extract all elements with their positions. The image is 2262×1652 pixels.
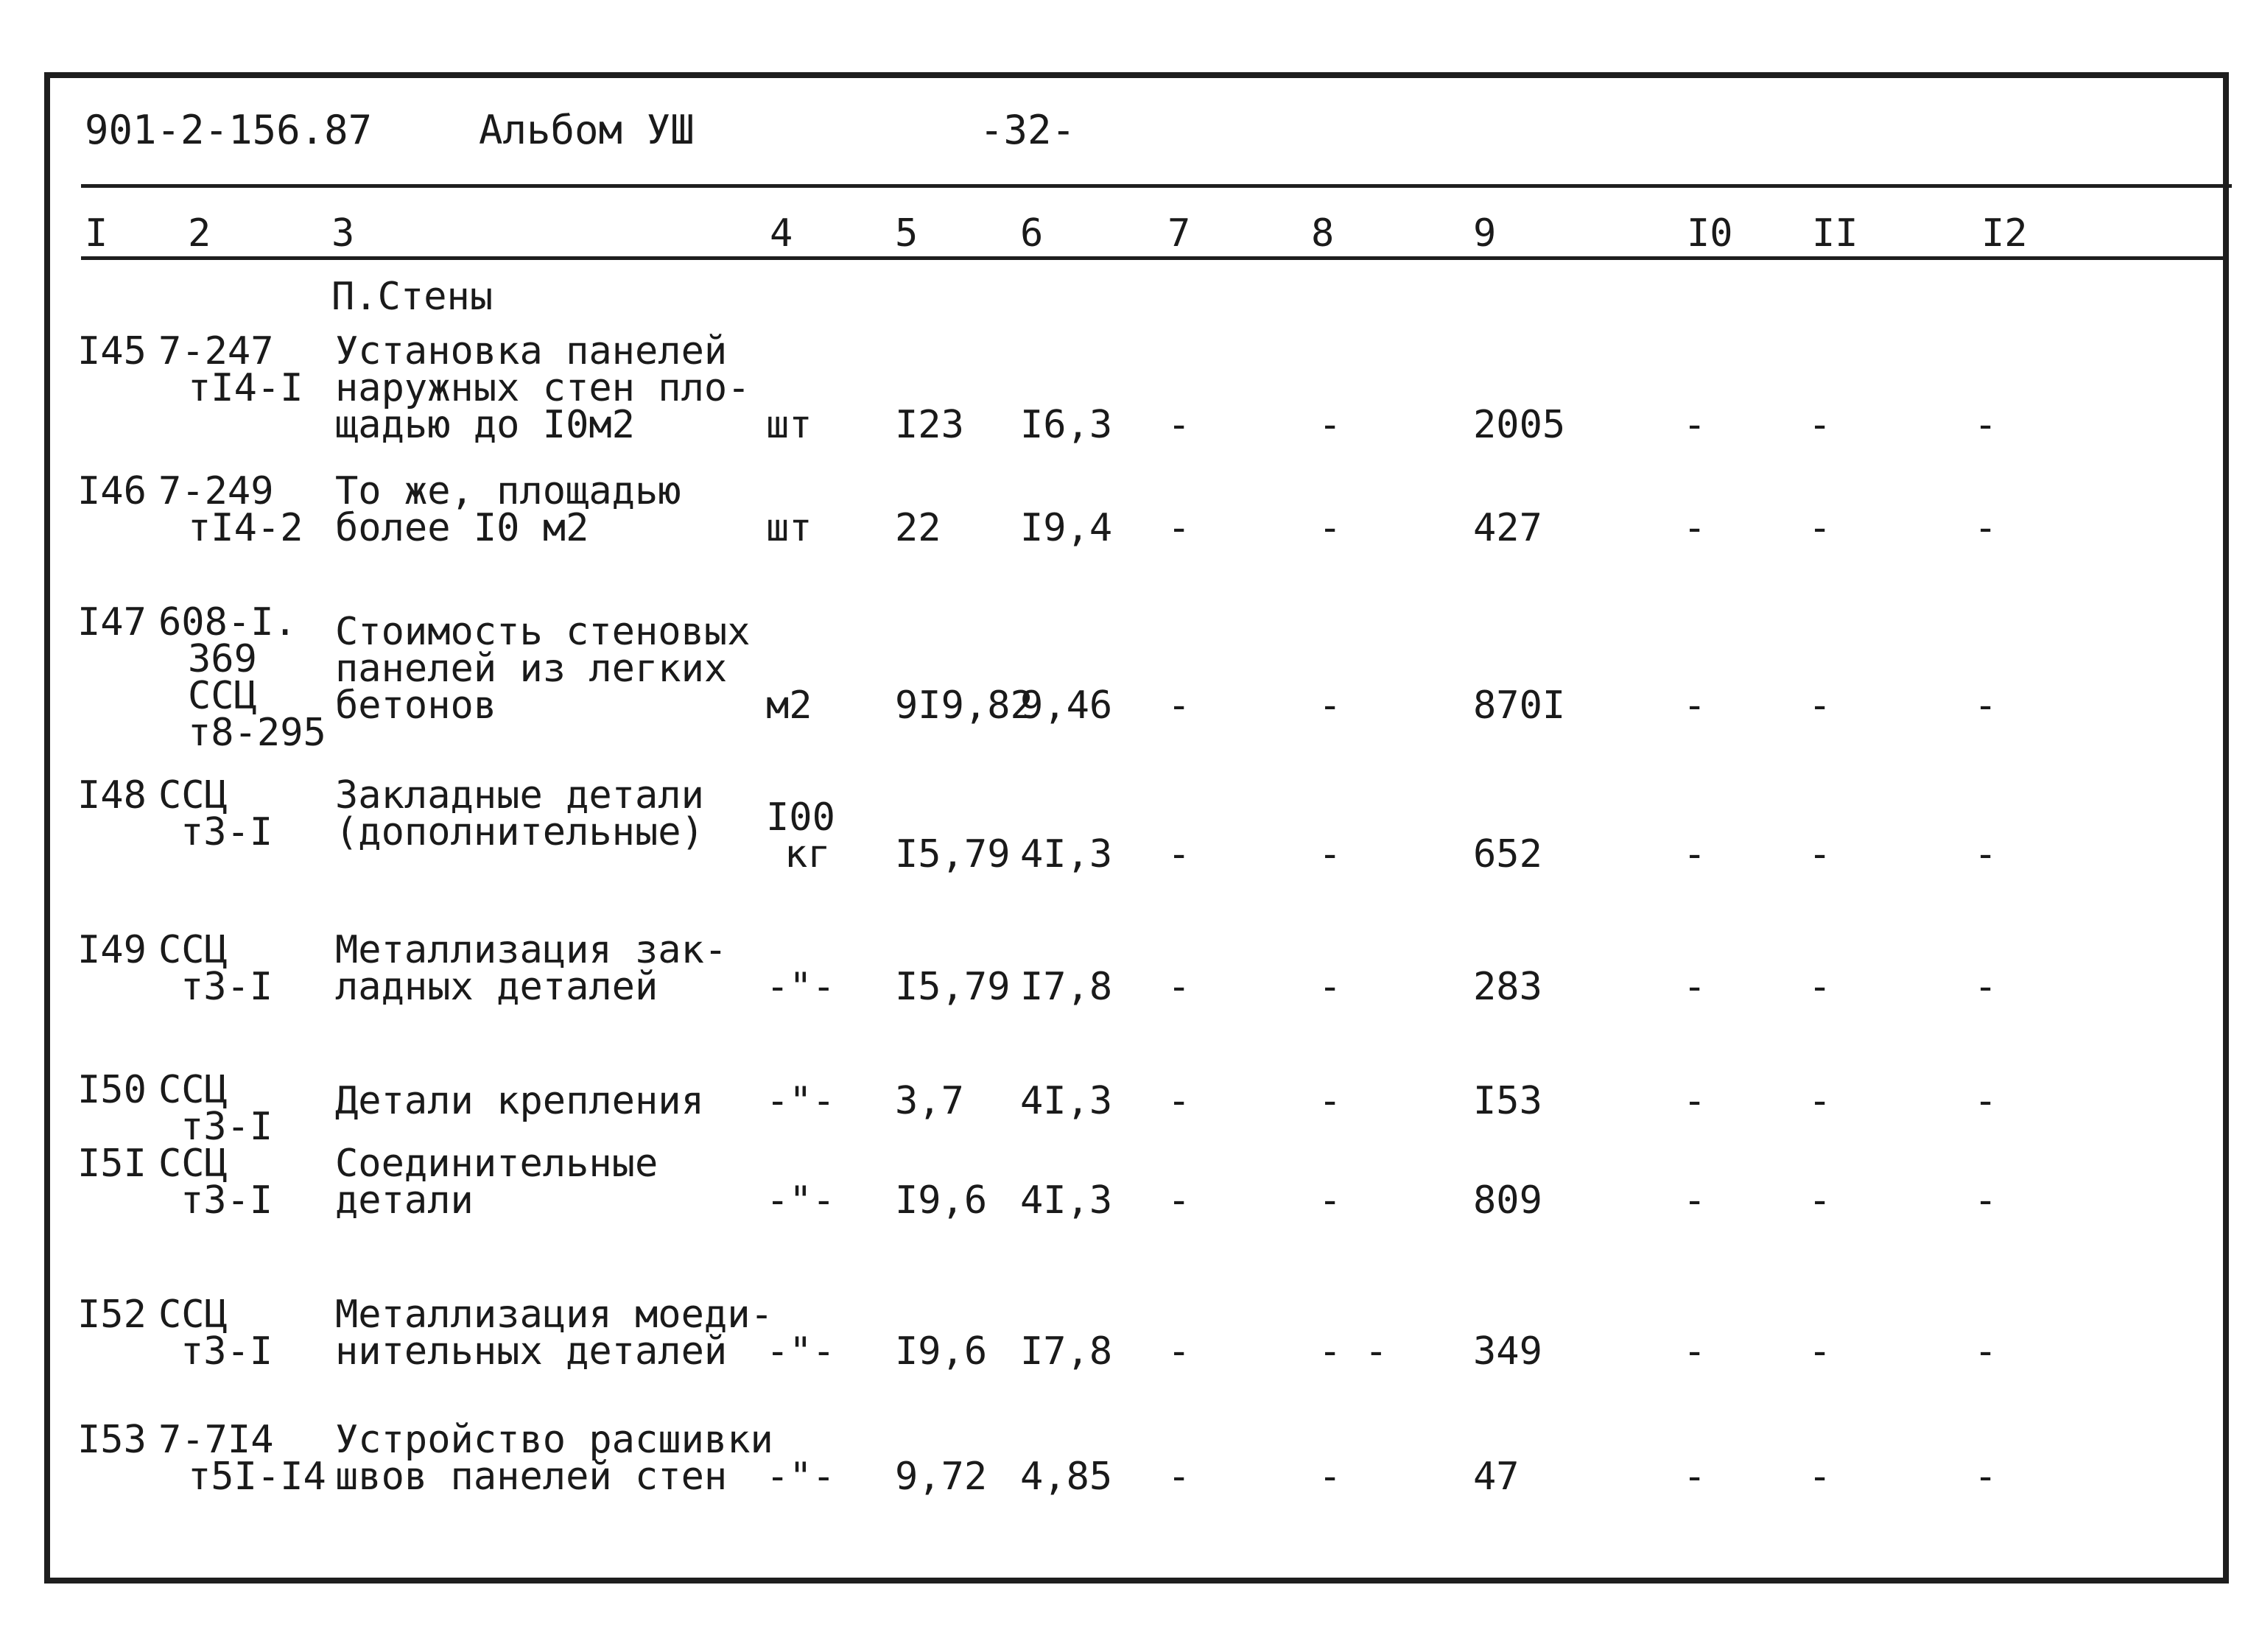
column-header-2: 2 [188, 211, 211, 256]
row-cell-c6: 4I,3 [1020, 1178, 1113, 1223]
row-code: ССЦ [158, 1068, 228, 1112]
row-unit: I00 [766, 795, 835, 840]
row-description: Металлизация моеди- [335, 1293, 773, 1337]
row-cell-c9: 652 [1473, 832, 1542, 876]
row-cell-c11: - [1808, 1455, 1832, 1499]
row-code: 608-I. [158, 600, 297, 644]
row-description: Устройство расшивки [335, 1418, 773, 1462]
row-cell-c9: 809 [1473, 1178, 1542, 1223]
row-cell-c5: I23 [895, 403, 964, 447]
row-code: ССЦ [158, 928, 228, 972]
column-header-4: 4 [770, 211, 793, 256]
row-cell-c5: 22 [895, 506, 941, 550]
row-code: т3-I [180, 1329, 273, 1374]
row-cell-c10: - [1683, 403, 1707, 447]
row-code: т3-I [180, 1105, 273, 1149]
row-cell-c10: - [1683, 683, 1707, 728]
row-cell-c10: - [1683, 1178, 1707, 1223]
row-cell-c8: - [1318, 506, 1342, 550]
row-cell-c6: I7,8 [1020, 965, 1113, 1009]
row-code: 369 [188, 637, 257, 681]
row-cell-c5: I5,79 [895, 832, 1011, 876]
row-description: более I0 м2 [335, 506, 589, 550]
row-cell-c6: I7,8 [1020, 1329, 1113, 1374]
row-cell-c12: - [1974, 1329, 1998, 1374]
row-cell-c12: - [1974, 965, 1998, 1009]
column-header-8: 8 [1311, 211, 1335, 256]
header-rule [81, 184, 2232, 188]
row-cell-c12: - [1974, 832, 1998, 876]
row-cell-c7: - [1167, 1178, 1191, 1223]
row-description: нительных деталей [335, 1329, 728, 1374]
row-description: Детали крепления [335, 1079, 704, 1123]
row-description: наружных стен пло- [335, 366, 751, 410]
row-unit: -"- [766, 1455, 835, 1499]
row-description: Стоимость стеновых [335, 609, 751, 654]
row-number: I48 [77, 773, 147, 818]
row-cell-c5: 9,72 [895, 1455, 988, 1499]
row-description: Установка панелей [335, 329, 728, 373]
row-cell-c12: - [1974, 1455, 1998, 1499]
row-description: Закладные детали [335, 773, 704, 818]
document-code: 901-2-156.87 [85, 107, 373, 153]
row-cell-c6: 4,85 [1020, 1455, 1113, 1499]
row-description: То же, площадью [335, 469, 681, 513]
column-header-9: 9 [1473, 211, 1497, 256]
row-code: тI4-2 [188, 506, 303, 550]
column-header-3: 3 [331, 211, 355, 256]
row-number: I46 [77, 469, 147, 513]
row-cell-c8: - [1318, 403, 1342, 447]
row-number: I45 [77, 329, 147, 373]
row-cell-c7: - [1167, 506, 1191, 550]
row-description: щадью до I0м2 [335, 403, 635, 447]
row-cell-c10: - [1683, 965, 1707, 1009]
row-cell-c5: I5,79 [895, 965, 1011, 1009]
row-code: т3-I [180, 810, 273, 854]
row-cell-c8: - [1318, 965, 1342, 1009]
row-number: I52 [77, 1293, 147, 1337]
row-cell-c10: - [1683, 1329, 1707, 1374]
row-cell-c12: - [1974, 506, 1998, 550]
row-code: 7-247 [158, 329, 274, 373]
row-cell-c9: I53 [1473, 1079, 1542, 1123]
row-cell-c8: - [1318, 1455, 1342, 1499]
row-cell-c9: 283 [1473, 965, 1542, 1009]
section-title: П.Стены [331, 275, 494, 319]
row-cell-c5: 9I9,82 [895, 683, 1033, 728]
row-cell-c8: - [1318, 683, 1342, 728]
row-cell-c7: - [1167, 832, 1191, 876]
row-code: 7-7I4 [158, 1418, 274, 1462]
row-code: т8-295 [188, 711, 326, 755]
row-code: ССЦ [158, 773, 228, 818]
row-cell-c10: - [1683, 506, 1707, 550]
row-cell-c10: - [1683, 1455, 1707, 1499]
row-unit: м2 [766, 683, 812, 728]
row-cell-c12: - [1974, 1079, 1998, 1123]
row-cell-c10: - [1683, 1079, 1707, 1123]
row-unit: кг [784, 832, 831, 876]
row-number: I53 [77, 1418, 147, 1462]
row-code: т5I-I4 [188, 1455, 326, 1499]
row-description: Металлизация зак- [335, 928, 728, 972]
row-cell-c5: I9,6 [895, 1178, 988, 1223]
row-cell-c10: - [1683, 832, 1707, 876]
row-cell-c7: - [1167, 403, 1191, 447]
row-description: (дополнительные) [335, 810, 704, 854]
row-description: бетонов [335, 683, 497, 728]
row-unit: шт [766, 506, 812, 550]
row-number: I47 [77, 600, 147, 644]
row-description: детали [335, 1178, 474, 1223]
row-number: I49 [77, 928, 147, 972]
row-cell-c11: - [1808, 1329, 1832, 1374]
row-code: т3-I [180, 1178, 273, 1223]
row-code: 7-249 [158, 469, 274, 513]
column-header-10: I0 [1687, 211, 1733, 256]
column-header-5: 5 [895, 211, 919, 256]
row-cell-c5: I9,6 [895, 1329, 988, 1374]
row-description: швов панелей стен [335, 1455, 728, 1499]
row-cell-c11: - [1808, 965, 1832, 1009]
row-cell-c8: - [1318, 832, 1342, 876]
row-unit: -"- [766, 1079, 835, 1123]
column-rule [81, 256, 2224, 260]
row-unit: -"- [766, 965, 835, 1009]
row-cell-c7: - [1167, 1079, 1191, 1123]
row-cell-c7: - [1167, 965, 1191, 1009]
row-code: т3-I [180, 965, 273, 1009]
row-cell-c7: - [1167, 683, 1191, 728]
album-label: Альбом УШ [479, 107, 695, 153]
row-cell-c12: - [1974, 403, 1998, 447]
column-header-12: I2 [1981, 211, 2028, 256]
row-code: ССЦ [158, 1293, 228, 1337]
row-description: Соединительные [335, 1142, 658, 1186]
row-cell-c5: 3,7 [895, 1079, 964, 1123]
column-header-6: 6 [1020, 211, 1044, 256]
row-cell-c7: - [1167, 1329, 1191, 1374]
row-cell-c8: - - [1318, 1329, 1388, 1374]
column-header-7: 7 [1167, 211, 1191, 256]
row-unit: -"- [766, 1329, 835, 1374]
row-cell-c6: 4I,3 [1020, 1079, 1113, 1123]
row-unit: -"- [766, 1178, 835, 1223]
row-cell-c6: I9,4 [1020, 506, 1113, 550]
row-cell-c6: I6,3 [1020, 403, 1113, 447]
row-cell-c11: - [1808, 1178, 1832, 1223]
row-cell-c11: - [1808, 1079, 1832, 1123]
column-header-1: I [85, 211, 108, 256]
row-description: ладных деталей [335, 965, 658, 1009]
row-cell-c11: - [1808, 506, 1832, 550]
row-code: тI4-I [188, 366, 303, 410]
row-cell-c6: 4I,3 [1020, 832, 1113, 876]
row-cell-c9: 870I [1473, 683, 1566, 728]
row-cell-c7: - [1167, 1455, 1191, 1499]
row-cell-c11: - [1808, 683, 1832, 728]
row-cell-c9: 47 [1473, 1455, 1520, 1499]
row-cell-c9: 427 [1473, 506, 1542, 550]
row-cell-c11: - [1808, 403, 1832, 447]
row-code: ССЦ [188, 674, 257, 718]
row-cell-c12: - [1974, 683, 1998, 728]
row-cell-c11: - [1808, 832, 1832, 876]
row-cell-c9: 2005 [1473, 403, 1566, 447]
row-cell-c6: 9,46 [1020, 683, 1113, 728]
row-cell-c8: - [1318, 1178, 1342, 1223]
row-cell-c12: - [1974, 1178, 1998, 1223]
row-code: ССЦ [158, 1142, 228, 1186]
page-number: -32- [980, 107, 1076, 153]
row-cell-c8: - [1318, 1079, 1342, 1123]
column-header-11: II [1812, 211, 1858, 256]
row-number: I50 [77, 1068, 147, 1112]
row-description: панелей из легких [335, 646, 728, 691]
row-unit: шт [766, 403, 812, 447]
row-cell-c9: 349 [1473, 1329, 1542, 1374]
row-number: I5I [77, 1142, 147, 1186]
